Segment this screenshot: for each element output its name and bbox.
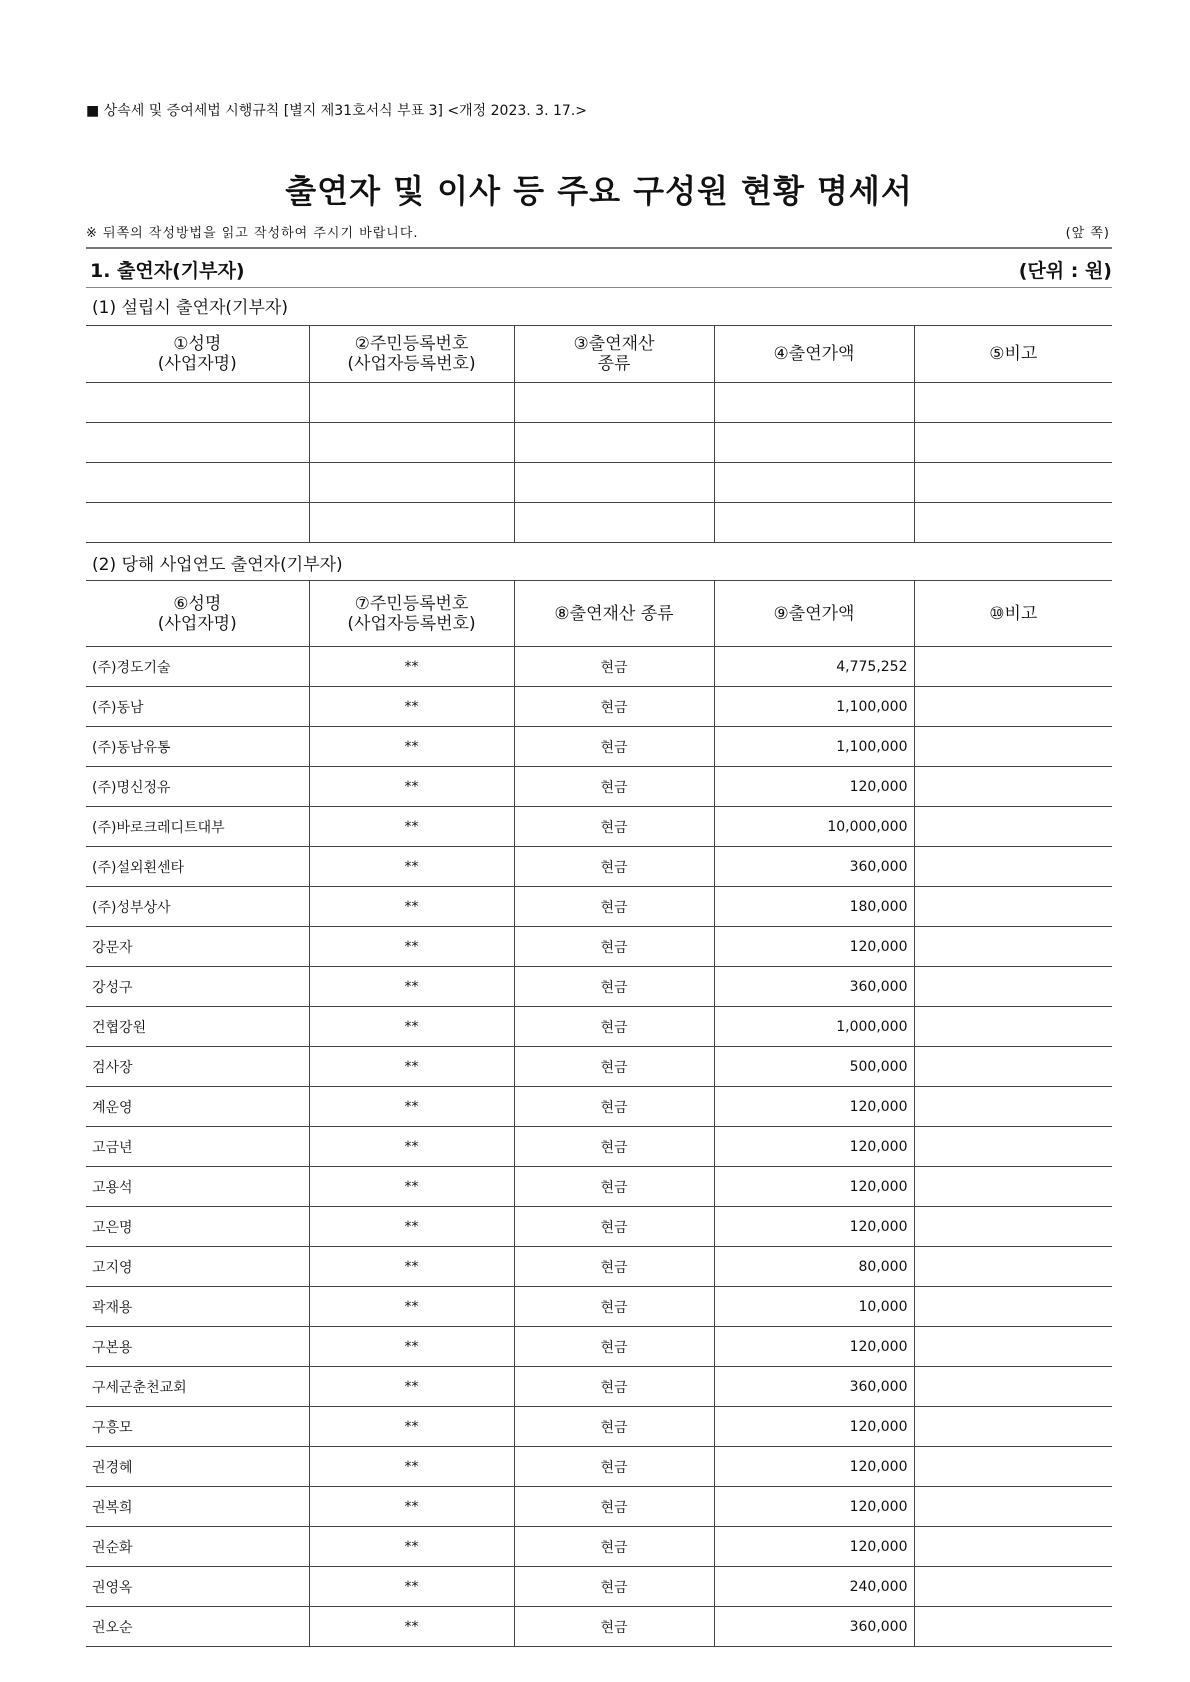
table-row xyxy=(86,1287,1112,1327)
table-row xyxy=(86,1247,1112,1287)
cell-reg-number: ** xyxy=(309,1327,514,1367)
cell-remark xyxy=(914,927,1112,967)
cell-asset-type: 현금 xyxy=(514,687,714,727)
cell-reg-number: ** xyxy=(309,1447,514,1487)
cell-reg-number: ** xyxy=(309,807,514,847)
cell-reg-number: ** xyxy=(309,1007,514,1047)
cell-amount: 120,000 xyxy=(714,1527,914,1567)
cell-amount: 120,000 xyxy=(714,1127,914,1167)
cell-asset-type: 현금 xyxy=(514,927,714,967)
cell-reg-number: ** xyxy=(309,1607,514,1647)
table-row xyxy=(86,1327,1112,1367)
cell-name: (주)동남유통 xyxy=(86,727,309,767)
cell-remark xyxy=(914,1327,1112,1367)
section-divider-thin xyxy=(86,287,1112,288)
instruction-note: ※ 뒤쪽의 작성방법을 읽고 작성하여 주시기 바랍니다. xyxy=(86,226,419,241)
empty-cell xyxy=(86,423,309,463)
table-row xyxy=(86,1567,1112,1607)
cell-amount: 120,000 xyxy=(714,1327,914,1367)
cell-name: 권경혜 xyxy=(86,1447,309,1487)
empty-cell xyxy=(514,463,714,503)
cell-reg-number: ** xyxy=(309,1407,514,1447)
cell-amount: 120,000 xyxy=(714,1407,914,1447)
header-name: ⑥성명 (사업자명) xyxy=(86,581,309,647)
cell-asset-type: 현금 xyxy=(514,1487,714,1527)
table-row xyxy=(86,647,1112,687)
cell-asset-type: 현금 xyxy=(514,1207,714,1247)
empty-cell xyxy=(514,423,714,463)
cell-asset-type: 현금 xyxy=(514,1287,714,1327)
page-title: 출연자 및 이사 등 주요 구성원 현황 명세서 xyxy=(285,172,913,210)
cell-reg-number: ** xyxy=(309,927,514,967)
table-row xyxy=(86,1527,1112,1567)
cell-asset-type: 현금 xyxy=(514,1007,714,1047)
cell-asset-type: 현금 xyxy=(514,1327,714,1367)
cell-remark xyxy=(914,1567,1112,1607)
cell-remark xyxy=(914,767,1112,807)
cell-amount: 10,000 xyxy=(714,1287,914,1327)
cell-remark xyxy=(914,1247,1112,1287)
cell-reg-number: ** xyxy=(309,1207,514,1247)
cell-name: 건협강원 xyxy=(86,1007,309,1047)
cell-asset-type: 현금 xyxy=(514,647,714,687)
table-row xyxy=(86,1167,1112,1207)
cell-reg-number: ** xyxy=(309,727,514,767)
subsection-title-founding: (1) 설립시 출연자(기부자) xyxy=(92,298,288,318)
cell-amount: 120,000 xyxy=(714,1487,914,1527)
cell-remark xyxy=(914,1127,1112,1167)
header-amount: ④출연가액 xyxy=(714,326,914,383)
cell-reg-number: ** xyxy=(309,687,514,727)
cell-name: 권오순 xyxy=(86,1607,309,1647)
cell-asset-type: 현금 xyxy=(514,1527,714,1567)
cell-remark xyxy=(914,1207,1112,1247)
table-row xyxy=(86,887,1112,927)
cell-asset-type: 현금 xyxy=(514,1167,714,1207)
cell-reg-number: ** xyxy=(309,1167,514,1207)
empty-cell xyxy=(914,463,1112,503)
table-row xyxy=(86,1087,1112,1127)
empty-cell xyxy=(914,383,1112,423)
cell-remark xyxy=(914,1167,1112,1207)
table-row xyxy=(86,1127,1112,1167)
empty-cell xyxy=(914,503,1112,543)
cell-name: (주)경도기술 xyxy=(86,647,309,687)
cell-amount: 500,000 xyxy=(714,1047,914,1087)
cell-remark xyxy=(914,1007,1112,1047)
page-side-label: (앞 쪽) xyxy=(1065,226,1110,241)
cell-name: 고금년 xyxy=(86,1127,309,1167)
table-row xyxy=(86,1487,1112,1527)
cell-amount: 1,100,000 xyxy=(714,727,914,767)
cell-asset-type: 현금 xyxy=(514,1047,714,1087)
table-row xyxy=(86,847,1112,887)
empty-cell xyxy=(714,383,914,423)
cell-amount: 10,000,000 xyxy=(714,807,914,847)
cell-reg-number: ** xyxy=(309,767,514,807)
table-row xyxy=(86,1447,1112,1487)
cell-name: (주)성부상사 xyxy=(86,887,309,927)
cell-asset-type: 현금 xyxy=(514,727,714,767)
empty-cell xyxy=(86,503,309,543)
table-row xyxy=(86,1007,1112,1047)
cell-asset-type: 현금 xyxy=(514,767,714,807)
cell-name: 구본용 xyxy=(86,1327,309,1367)
cell-name: 권영옥 xyxy=(86,1567,309,1607)
cell-asset-type: 현금 xyxy=(514,1567,714,1607)
cell-asset-type: 현금 xyxy=(514,887,714,927)
cell-amount: 360,000 xyxy=(714,967,914,1007)
empty-cell xyxy=(914,423,1112,463)
cell-name: 권복희 xyxy=(86,1487,309,1527)
header-reg-number: ⑦주민등록번호 (사업자등록번호) xyxy=(309,581,514,647)
empty-cell xyxy=(309,503,514,543)
cell-amount: 120,000 xyxy=(714,767,914,807)
cell-name: 강성구 xyxy=(86,967,309,1007)
table-row xyxy=(86,967,1112,1007)
cell-asset-type: 현금 xyxy=(514,1367,714,1407)
cell-name: 고은명 xyxy=(86,1207,309,1247)
cell-name: 권순화 xyxy=(86,1527,309,1567)
header-reg-number: ②주민등록번호 (사업자등록번호) xyxy=(309,326,514,383)
cell-name: 곽재용 xyxy=(86,1287,309,1327)
cell-name: 고지영 xyxy=(86,1247,309,1287)
cell-remark xyxy=(914,727,1112,767)
cell-reg-number: ** xyxy=(309,1287,514,1327)
cell-remark xyxy=(914,807,1112,847)
cell-amount: 360,000 xyxy=(714,847,914,887)
cell-amount: 120,000 xyxy=(714,1087,914,1127)
table-row xyxy=(86,1367,1112,1407)
cell-remark xyxy=(914,1287,1112,1327)
section-title: 1. 출연자(기부자) xyxy=(90,260,245,282)
cell-remark xyxy=(914,887,1112,927)
cell-amount: 120,000 xyxy=(714,1207,914,1247)
cell-remark xyxy=(914,1047,1112,1087)
cell-reg-number: ** xyxy=(309,847,514,887)
table-row xyxy=(86,767,1112,807)
header-asset-type: ③출연재산 종류 xyxy=(514,326,714,383)
cell-amount: 240,000 xyxy=(714,1567,914,1607)
current-contributors-table xyxy=(86,580,1112,1647)
cell-amount: 360,000 xyxy=(714,1367,914,1407)
empty-cell xyxy=(86,383,309,423)
cell-asset-type: 현금 xyxy=(514,1407,714,1447)
cell-amount: 1,000,000 xyxy=(714,1007,914,1047)
table-row xyxy=(86,1207,1112,1247)
cell-asset-type: 현금 xyxy=(514,1607,714,1647)
table-row xyxy=(86,463,1112,503)
table-row xyxy=(86,423,1112,463)
cell-asset-type: 현금 xyxy=(514,1247,714,1287)
cell-amount: 1,100,000 xyxy=(714,687,914,727)
header-remark: ⑩비고 xyxy=(914,581,1112,647)
cell-name: 계운영 xyxy=(86,1087,309,1127)
table-row xyxy=(86,1407,1112,1447)
cell-remark xyxy=(914,1607,1112,1647)
cell-remark xyxy=(914,1087,1112,1127)
cell-remark xyxy=(914,1487,1112,1527)
cell-asset-type: 현금 xyxy=(514,807,714,847)
cell-amount: 120,000 xyxy=(714,927,914,967)
empty-cell xyxy=(514,383,714,423)
header-name: ①성명 (사업자명) xyxy=(86,326,309,383)
table-row xyxy=(86,1047,1112,1087)
cell-reg-number: ** xyxy=(309,1367,514,1407)
cell-name: 검사장 xyxy=(86,1047,309,1087)
cell-asset-type: 현금 xyxy=(514,847,714,887)
unit-label: (단위 : 원) xyxy=(1018,260,1112,282)
cell-name: 고용석 xyxy=(86,1167,309,1207)
empty-cell xyxy=(309,423,514,463)
empty-cell xyxy=(514,503,714,543)
cell-reg-number: ** xyxy=(309,1087,514,1127)
table-row xyxy=(86,927,1112,967)
cell-amount: 120,000 xyxy=(714,1447,914,1487)
cell-asset-type: 현금 xyxy=(514,1447,714,1487)
subsection-title-current: (2) 당해 사업연도 출연자(기부자) xyxy=(92,555,343,575)
empty-cell xyxy=(714,423,914,463)
cell-reg-number: ** xyxy=(309,1047,514,1087)
cell-name: (주)설외횐센타 xyxy=(86,847,309,887)
cell-name: (주)바로크레디트대부 xyxy=(86,807,309,847)
table-row xyxy=(86,687,1112,727)
cell-name: 구세군춘천교회 xyxy=(86,1367,309,1407)
table-row xyxy=(86,727,1112,767)
empty-cell xyxy=(86,463,309,503)
cell-remark xyxy=(914,1407,1112,1447)
empty-cell xyxy=(309,463,514,503)
cell-reg-number: ** xyxy=(309,647,514,687)
cell-amount: 360,000 xyxy=(714,1607,914,1647)
header-amount: ⑨출연가액 xyxy=(714,581,914,647)
table-row xyxy=(86,503,1112,543)
table-row xyxy=(86,807,1112,847)
cell-amount: 120,000 xyxy=(714,1167,914,1207)
empty-cell xyxy=(714,503,914,543)
founding-contributors-table xyxy=(86,325,1112,543)
section-divider xyxy=(86,247,1112,249)
table-row xyxy=(86,1607,1112,1647)
cell-name: 강문자 xyxy=(86,927,309,967)
cell-asset-type: 현금 xyxy=(514,1087,714,1127)
cell-name: (주)동남 xyxy=(86,687,309,727)
empty-cell xyxy=(309,383,514,423)
cell-remark xyxy=(914,1527,1112,1567)
cell-amount: 180,000 xyxy=(714,887,914,927)
table-row xyxy=(86,383,1112,423)
empty-cell xyxy=(714,463,914,503)
cell-reg-number: ** xyxy=(309,1247,514,1287)
cell-remark xyxy=(914,967,1112,1007)
cell-amount: 4,775,252 xyxy=(714,647,914,687)
form-reference: ■ 상속세 및 증여세법 시행규칙 [별지 제31호서식 부표 3] <개정 2023. 3. 17.> xyxy=(86,103,587,119)
cell-reg-number: ** xyxy=(309,1127,514,1167)
cell-reg-number: ** xyxy=(309,1487,514,1527)
cell-remark xyxy=(914,1447,1112,1487)
cell-reg-number: ** xyxy=(309,887,514,927)
cell-name: (주)명신정유 xyxy=(86,767,309,807)
cell-asset-type: 현금 xyxy=(514,1127,714,1167)
cell-reg-number: ** xyxy=(309,1527,514,1567)
cell-reg-number: ** xyxy=(309,1567,514,1607)
cell-remark xyxy=(914,647,1112,687)
cell-asset-type: 현금 xyxy=(514,967,714,1007)
cell-remark xyxy=(914,847,1112,887)
header-asset-type: ⑧출연재산 종류 xyxy=(514,581,714,647)
cell-amount: 80,000 xyxy=(714,1247,914,1287)
cell-name: 구흥모 xyxy=(86,1407,309,1447)
header-remark: ⑤비고 xyxy=(914,326,1112,383)
cell-remark xyxy=(914,687,1112,727)
cell-reg-number: ** xyxy=(309,967,514,1007)
cell-remark xyxy=(914,1367,1112,1407)
